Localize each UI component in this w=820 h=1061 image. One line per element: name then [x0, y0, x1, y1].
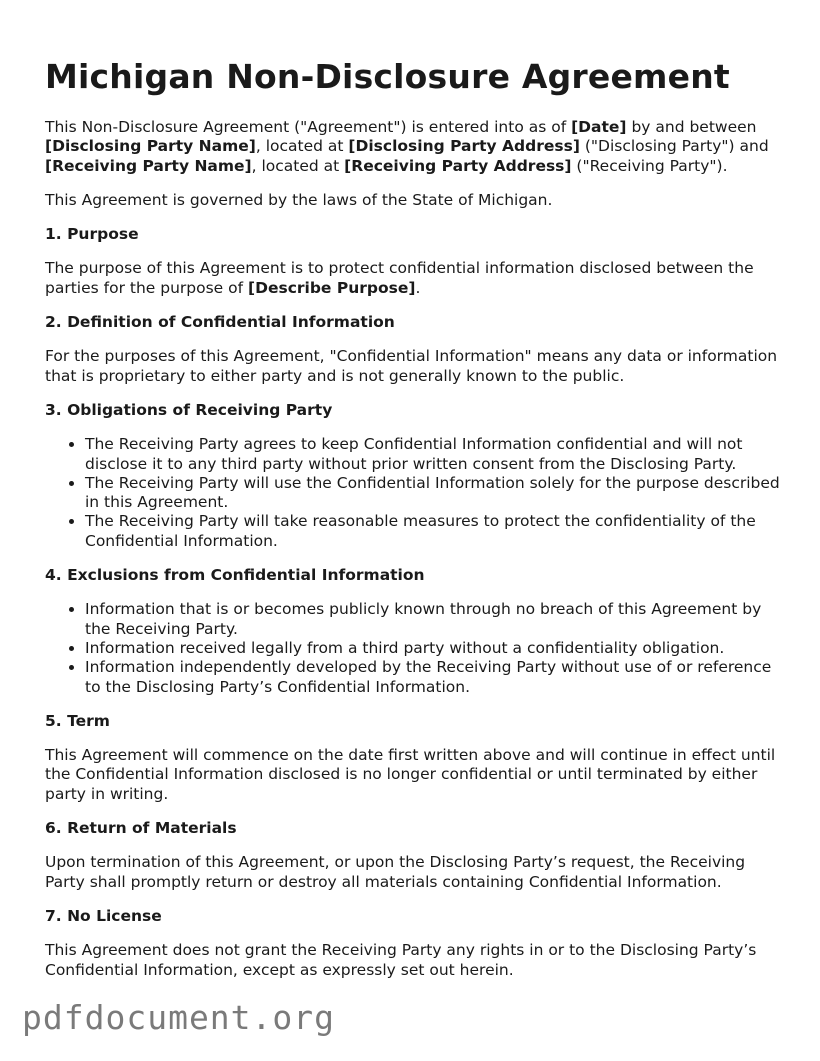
- document-body: [45, 118, 785, 995]
- purpose-placeholder: [Describe Purpose]: [248, 278, 416, 297]
- intro-text: ("Receiving Party").: [571, 156, 728, 175]
- list-item: • The Receiving Party will take reasonable measures to protect the confidentiality of the Confidential Information.: [85, 512, 785, 551]
- term-paragraph: This Agreement will commence on the date first written above and will continue in effect until the Confidential Information disclosed is no longer confidential or until terminated by either party in writing.: [45, 746, 776, 803]
- intro-text: by and between: [626, 118, 757, 136]
- disclosing-address-placeholder: [Disclosing Party Address]: [348, 137, 580, 156]
- intro-text: , located at: [251, 156, 345, 175]
- purpose-text: The purpose of this Agreement is to protect confidential information disclosed between the parties for the purpose of: [45, 259, 754, 297]
- section-heading-license: 7. No License: [45, 906, 162, 925]
- document-title: Michigan Non-Disclosure Agreement: [45, 57, 730, 96]
- intro-text: This Non-Disclosure Agreement ("Agreement") is entered into as of: [45, 118, 572, 136]
- date-placeholder: [Date]: [571, 118, 627, 136]
- list-item: • The Receiving Party agrees to keep Confidential Information confidential and will not disclose it to any third party without prior written consent from the Disclosing Party.: [85, 435, 785, 474]
- list-item: • Information received legally from a third party without a confidentiality obligation.: [85, 639, 785, 658]
- list-item: • Information that is or becomes publicly known through no breach of this Agreement by the Receiving Party.: [85, 600, 785, 639]
- receiving-address-placeholder: [Receiving Party Address]: [344, 156, 572, 175]
- section-heading-obligations: 3. Obligations of Receiving Party: [45, 400, 333, 419]
- section-heading-return: 6. Return of Materials: [45, 819, 237, 838]
- purpose-text: .: [415, 278, 421, 297]
- intro-text: ("Disclosing Party") and: [579, 137, 769, 156]
- intro-text: , located at: [255, 137, 349, 156]
- section-heading-term: 5. Term: [45, 711, 110, 730]
- disclosing-name-placeholder: [Disclosing Party Name]: [45, 137, 256, 156]
- definition-paragraph: For the purposes of this Agreement, "Confidential Information" means any data or information that is proprietary to either party and is not generally known to the public.: [45, 347, 778, 385]
- section-heading-definition: 2. Definition of Confidential Information: [45, 313, 395, 332]
- governing-law-paragraph: This Agreement is governed by the laws of the State of Michigan.: [45, 190, 553, 209]
- receiving-name-placeholder: [Receiving Party Name]: [45, 156, 252, 175]
- list-item: • The Receiving Party will use the Confidential Information solely for the purpose described in this Agreement.: [85, 474, 785, 513]
- watermark: pdfdocument.org: [22, 998, 336, 1037]
- section-heading-purpose: 1. Purpose: [45, 225, 139, 244]
- exclusions-list: [45, 600, 785, 696]
- list-item: • Information independently developed by the Receiving Party without use of or reference to the Disclosing Party’s Confidential Information.: [85, 658, 785, 697]
- intro-paragraph: [45, 118, 785, 176]
- section-heading-exclusions: 4. Exclusions from Confidential Information: [45, 566, 425, 585]
- purpose-paragraph: [45, 259, 785, 298]
- license-paragraph: This Agreement does not grant the Receiving Party any rights in or to the Disclosing Party’s Confidential Information, except as expressly set out herein.: [45, 941, 757, 979]
- return-paragraph: Upon termination of this Agreement, or upon the Disclosing Party’s request, the Receiving Party shall promptly return or destroy all materials containing Confidential Information.: [45, 853, 746, 891]
- obligations-list: [45, 435, 785, 551]
